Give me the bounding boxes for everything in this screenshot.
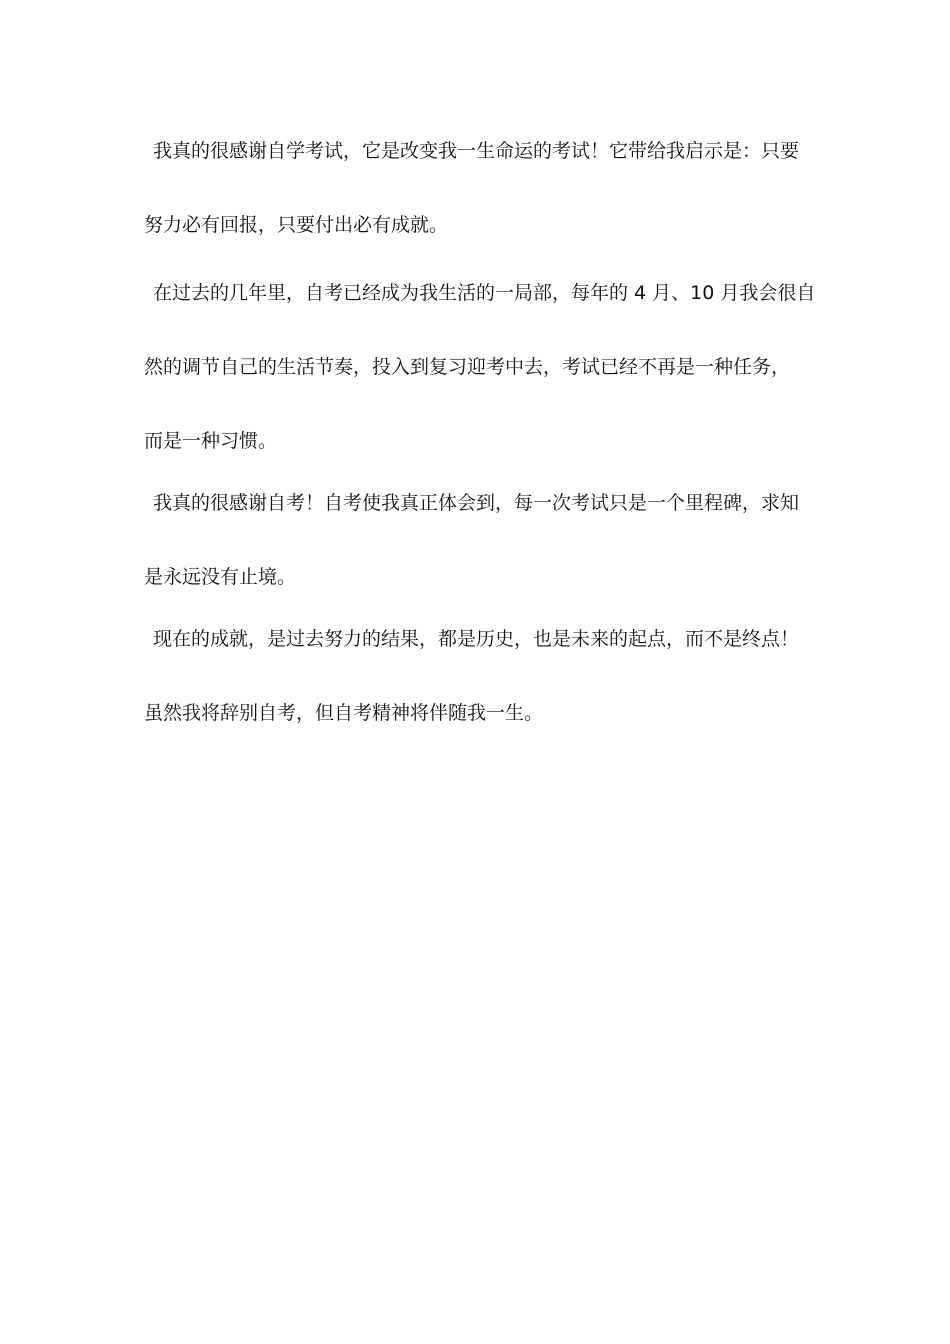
paragraph-1-line-1: 我真的很感谢自学考试，它是改变我一生命运的考试！它带给我启示是：只要 <box>153 140 800 162</box>
paragraph-3-line-1: 我真的很感谢自考！自考使我真正体会到，每一次考试只是一个里程碑，求知 <box>153 492 800 514</box>
document-body <box>144 133 824 731</box>
paragraph-2-line-3: 而是一种习惯。 <box>144 430 278 452</box>
paragraph-4-line-2: 虽然我将辞别自考，但自考精神将伴随我一生。 <box>144 702 544 724</box>
paragraph-3-line-2: 是永远没有止境。 <box>144 566 297 588</box>
paragraph-2-line-2: 然的调节自己的生活节奏，投入到复习迎考中去，考试已经不再是一种任务， <box>144 356 791 378</box>
paragraph-4-line-1: 现在的成就，是过去努力的结果，都是历史，也是未来的起点，而不是终点！ <box>153 628 800 650</box>
paragraph-2-line-1: 在过去的几年里，自考已经成为我生活的一局部，每年的 4 月、10 月我会很自 <box>153 282 816 304</box>
paragraph-1-line-2: 努力必有回报，只要付出必有成就。 <box>144 214 449 236</box>
